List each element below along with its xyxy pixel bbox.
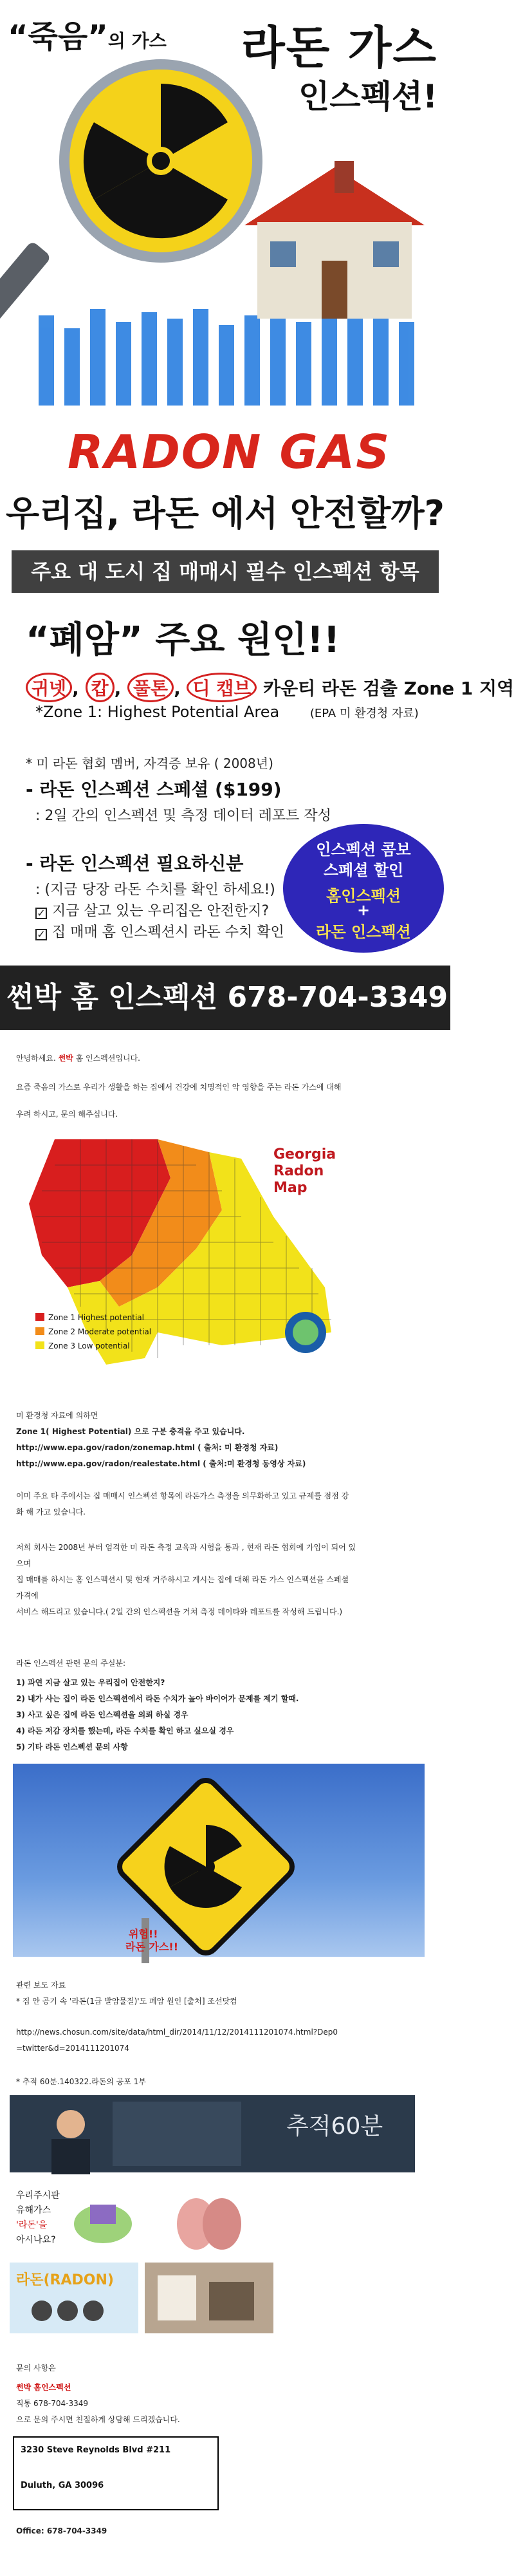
- radon-house-illustration: [0, 58, 450, 418]
- county-suffix: 카운티 라돈 검출 Zone 1 지역: [263, 678, 514, 699]
- radiation-sign-icon: [13, 1764, 425, 1957]
- question-title: 라돈 인스펙션 관련 문의 주실분:: [16, 1659, 125, 1668]
- zone-note-text: *Zone 1: Highest Potential Area: [35, 703, 280, 721]
- georgia-radon-map: [29, 1139, 351, 1371]
- company-line: 으며: [16, 1559, 32, 1568]
- address-box: [13, 2436, 219, 2510]
- county-fulton: 풀톤: [127, 673, 174, 702]
- county-cobb: 캅: [86, 673, 115, 702]
- epa-link[interactable]: http://www.epa.gov/radon/zonemap.html ( 출처: 미 환경청 자료): [16, 1443, 279, 1452]
- question-item: 2) 내가 사는 집이 라돈 인스펙션에서 라돈 수치가 높아 바이어가 문제를 제기 할때.: [16, 1694, 299, 1703]
- county-gwinnett: 귀넷: [26, 673, 72, 702]
- news-title: 관련 보도 자료: [16, 1981, 66, 1990]
- contact-name: [16, 2382, 71, 2393]
- hero-big-title: 라돈 가스: [241, 21, 437, 74]
- office-phone[interactable]: Office: 678-704-3349: [16, 2526, 107, 2535]
- need-item-text: 집 매매 홈 인스펙션시 라돈 수치 확인: [52, 924, 284, 940]
- special-desc: : 2일 간의 인스펙션 및 측정 데이터 레포트 작성: [35, 808, 331, 824]
- legend-swatch: [35, 1341, 44, 1349]
- thumb-card[interactable]: [10, 2179, 138, 2256]
- checkbox-icon: ✓: [35, 929, 47, 940]
- need-item-text: 지금 살고 있는 우리집은 안전한지?: [52, 903, 270, 919]
- epa-line: 미 환경청 자료에 의하면: [16, 1411, 98, 1420]
- sign-danger-text: 위험!!: [129, 1928, 158, 1940]
- county-line: 귀넷 , 캅 , 풀톤 , 디 캡브 카운티 라돈 검출 Zone 1 지역: [26, 673, 514, 702]
- hero-quote-word: “죽음”: [8, 19, 108, 55]
- greeting: [16, 1052, 140, 1063]
- news-line: * 집 안 공기 속 '라돈(1급 발암물질)'도 폐암 원인 [출처] 조선닷컴: [16, 1997, 237, 2006]
- video-thumbnail[interactable]: [10, 2095, 415, 2172]
- required-item-banner: 주요 대 도시 집 매매시 필수 인스펙션 항목: [12, 550, 439, 593]
- company-line: 가격에: [16, 1591, 39, 1600]
- headline: 우리집, 라돈 에서 안전할까?: [5, 493, 445, 534]
- need-title: - 라돈 인스펙션 필요하신분: [26, 853, 244, 874]
- epa-link[interactable]: http://www.epa.gov/radon/realestate.html ( 출처:미 환경청 동영상 자료): [16, 1459, 306, 1468]
- house-icon: [244, 161, 425, 319]
- county-dekalb: 디 캡브: [187, 673, 257, 702]
- radiation-rays: [39, 309, 414, 406]
- hero-quote-suffix: 의 가스: [107, 30, 167, 51]
- magnifier-icon: [0, 64, 257, 326]
- company-line: 저희 회사는 2008년 부터 엄격한 미 라돈 측정 교육과 시험을 통과 , 현재 라돈 협회에 가입이 되어 있: [16, 1543, 356, 1552]
- radon-sign-photo: [13, 1764, 425, 1957]
- greeting-rest: 홈 인스펙션입니다.: [73, 1054, 140, 1063]
- news-link[interactable]: =twitter&d=2014111201074: [16, 2044, 129, 2053]
- thumbnail-grid: [10, 2179, 415, 2340]
- combo-line: 인스펙션 콤보: [316, 841, 411, 859]
- contact-title: 문의 사항은: [16, 2364, 56, 2373]
- news-link[interactable]: http://news.chosun.com/site/data/html_dir/2014/11/12/2014111201074.html?Dep0: [16, 2028, 338, 2037]
- combo-line: 스페셜 할인: [323, 861, 404, 879]
- thumb-card[interactable]: [145, 2179, 273, 2256]
- radon-gas-logo: RADON GAS: [68, 425, 391, 479]
- greeting-text: 안녕하세요.: [16, 1054, 59, 1063]
- legend-label: Zone 1 Highest potential: [48, 1313, 144, 1322]
- usa-line: 이미 주요 타 주에서는 집 매매시 인스펙션 항목에 라돈가스 측정을 의무화하고 있고 규제를 점점 강: [16, 1491, 349, 1500]
- need-item: [35, 900, 269, 920]
- checkbox-icon: ✓: [35, 908, 47, 919]
- hero-quote: [8, 12, 167, 56]
- sign-danger-text: 라돈 가스!!: [125, 1941, 178, 1953]
- special-title: - 라돈 인스펙션 스페셜 ($199): [26, 779, 282, 800]
- combo-line: +: [356, 901, 371, 919]
- question-item: 4) 라돈 저감 장치를 했는데, 라돈 수치를 확인 하고 싶으실 경우: [16, 1726, 234, 1735]
- thumb-text: 아시나요?: [16, 2235, 56, 2245]
- zone-source: (EPA 미 환경청 자료): [309, 707, 419, 720]
- map-title: Map: [273, 1180, 307, 1196]
- legend-label: Zone 2 Moderate potential: [48, 1327, 152, 1336]
- question-item: 1) 과연 지금 살고 있는 우리집이 안전한지?: [16, 1678, 165, 1687]
- usa-line: 화 해 가고 있습니다.: [16, 1507, 86, 1517]
- thumb-text: 우리주시판: [16, 2190, 60, 2201]
- thumb-card[interactable]: [145, 2263, 273, 2333]
- thumb-radon: 라돈(RADON): [16, 2272, 114, 2288]
- need-item: [35, 921, 284, 941]
- question-item: 3) 사고 싶은 집에 라돈 인스펙션을 의뢰 하실 경우: [16, 1710, 188, 1719]
- member-line: * 미 라돈 협회 멤버, 자격증 보유 ( 2008년): [26, 756, 273, 771]
- hero-banner: [0, 0, 450, 534]
- legend-swatch: [35, 1327, 44, 1335]
- company-line: 집 매매를 하시는 홈 인스펙션시 및 현재 거주하시고 계시는 집에 대해 라돈 가스 인스펙션을 스페셜: [16, 1575, 349, 1584]
- address-line: Duluth, GA 30096: [21, 2481, 104, 2490]
- hero-sub-title: 인스펙션!: [298, 78, 437, 115]
- intro-line: 우려 하시고, 문의 해주십니다.: [16, 1110, 118, 1119]
- question-item: 5) 기타 라돈 인스펙션 문의 사항: [16, 1742, 128, 1751]
- legend-swatch: [35, 1313, 44, 1321]
- presenter-icon: [57, 2110, 85, 2138]
- legend-label: Zone 3 Low potential: [48, 1341, 130, 1350]
- map-title: Radon: [273, 1163, 324, 1179]
- contact-note: 으로 문의 주시면 친절하게 상담해 드리겠습니다.: [16, 2415, 180, 2424]
- cause-title: “폐암” 주요 원인!!: [26, 619, 340, 661]
- map-title: Georgia: [273, 1146, 336, 1162]
- greeting-name: 썬박: [58, 1054, 73, 1063]
- company-line: 서비스 해드리고 있습니다.( 2일 간의 인스펙션을 거쳐 측정 데이타와 레포트를 작성해 드립니다.): [16, 1607, 343, 1616]
- phone-bar: 썬박 홈 인스펙션 678-704-3349: [0, 966, 450, 1030]
- need-item: : (지금 당장 라돈 수치를 확인 하세요!): [35, 882, 275, 898]
- combo-special-badge: [283, 824, 444, 953]
- zone-note: [35, 703, 419, 721]
- intro-line: 요즘 죽음의 가스로 우리가 생활을 하는 집에서 건강에 치명적인 악 영향을 주는 라돈 가스에 대해: [16, 1083, 342, 1092]
- thumb-text: 유해가스: [16, 2205, 51, 2216]
- combo-line: 홈인스펙션: [326, 887, 401, 905]
- combo-line: 라돈 인스펙션: [316, 923, 411, 941]
- thumb-card[interactable]: [10, 2263, 138, 2333]
- contact-phone[interactable]: 직통 678-704-3349: [16, 2399, 89, 2408]
- epa-line: Zone 1( Highest Potential) 으로 구분 충격을 주고 있습니다.: [16, 1427, 245, 1436]
- contact-name-text: 썬박 홈인스펙션: [16, 2383, 71, 2392]
- thumb-text: '라돈'을: [16, 2220, 48, 2230]
- tv-line: * 추적 60분.140322.라돈의 공포 1부: [16, 2077, 146, 2086]
- video-title: 추적60분: [286, 2113, 383, 2140]
- address-line: 3230 Steve Reynolds Blvd #211: [21, 2445, 171, 2455]
